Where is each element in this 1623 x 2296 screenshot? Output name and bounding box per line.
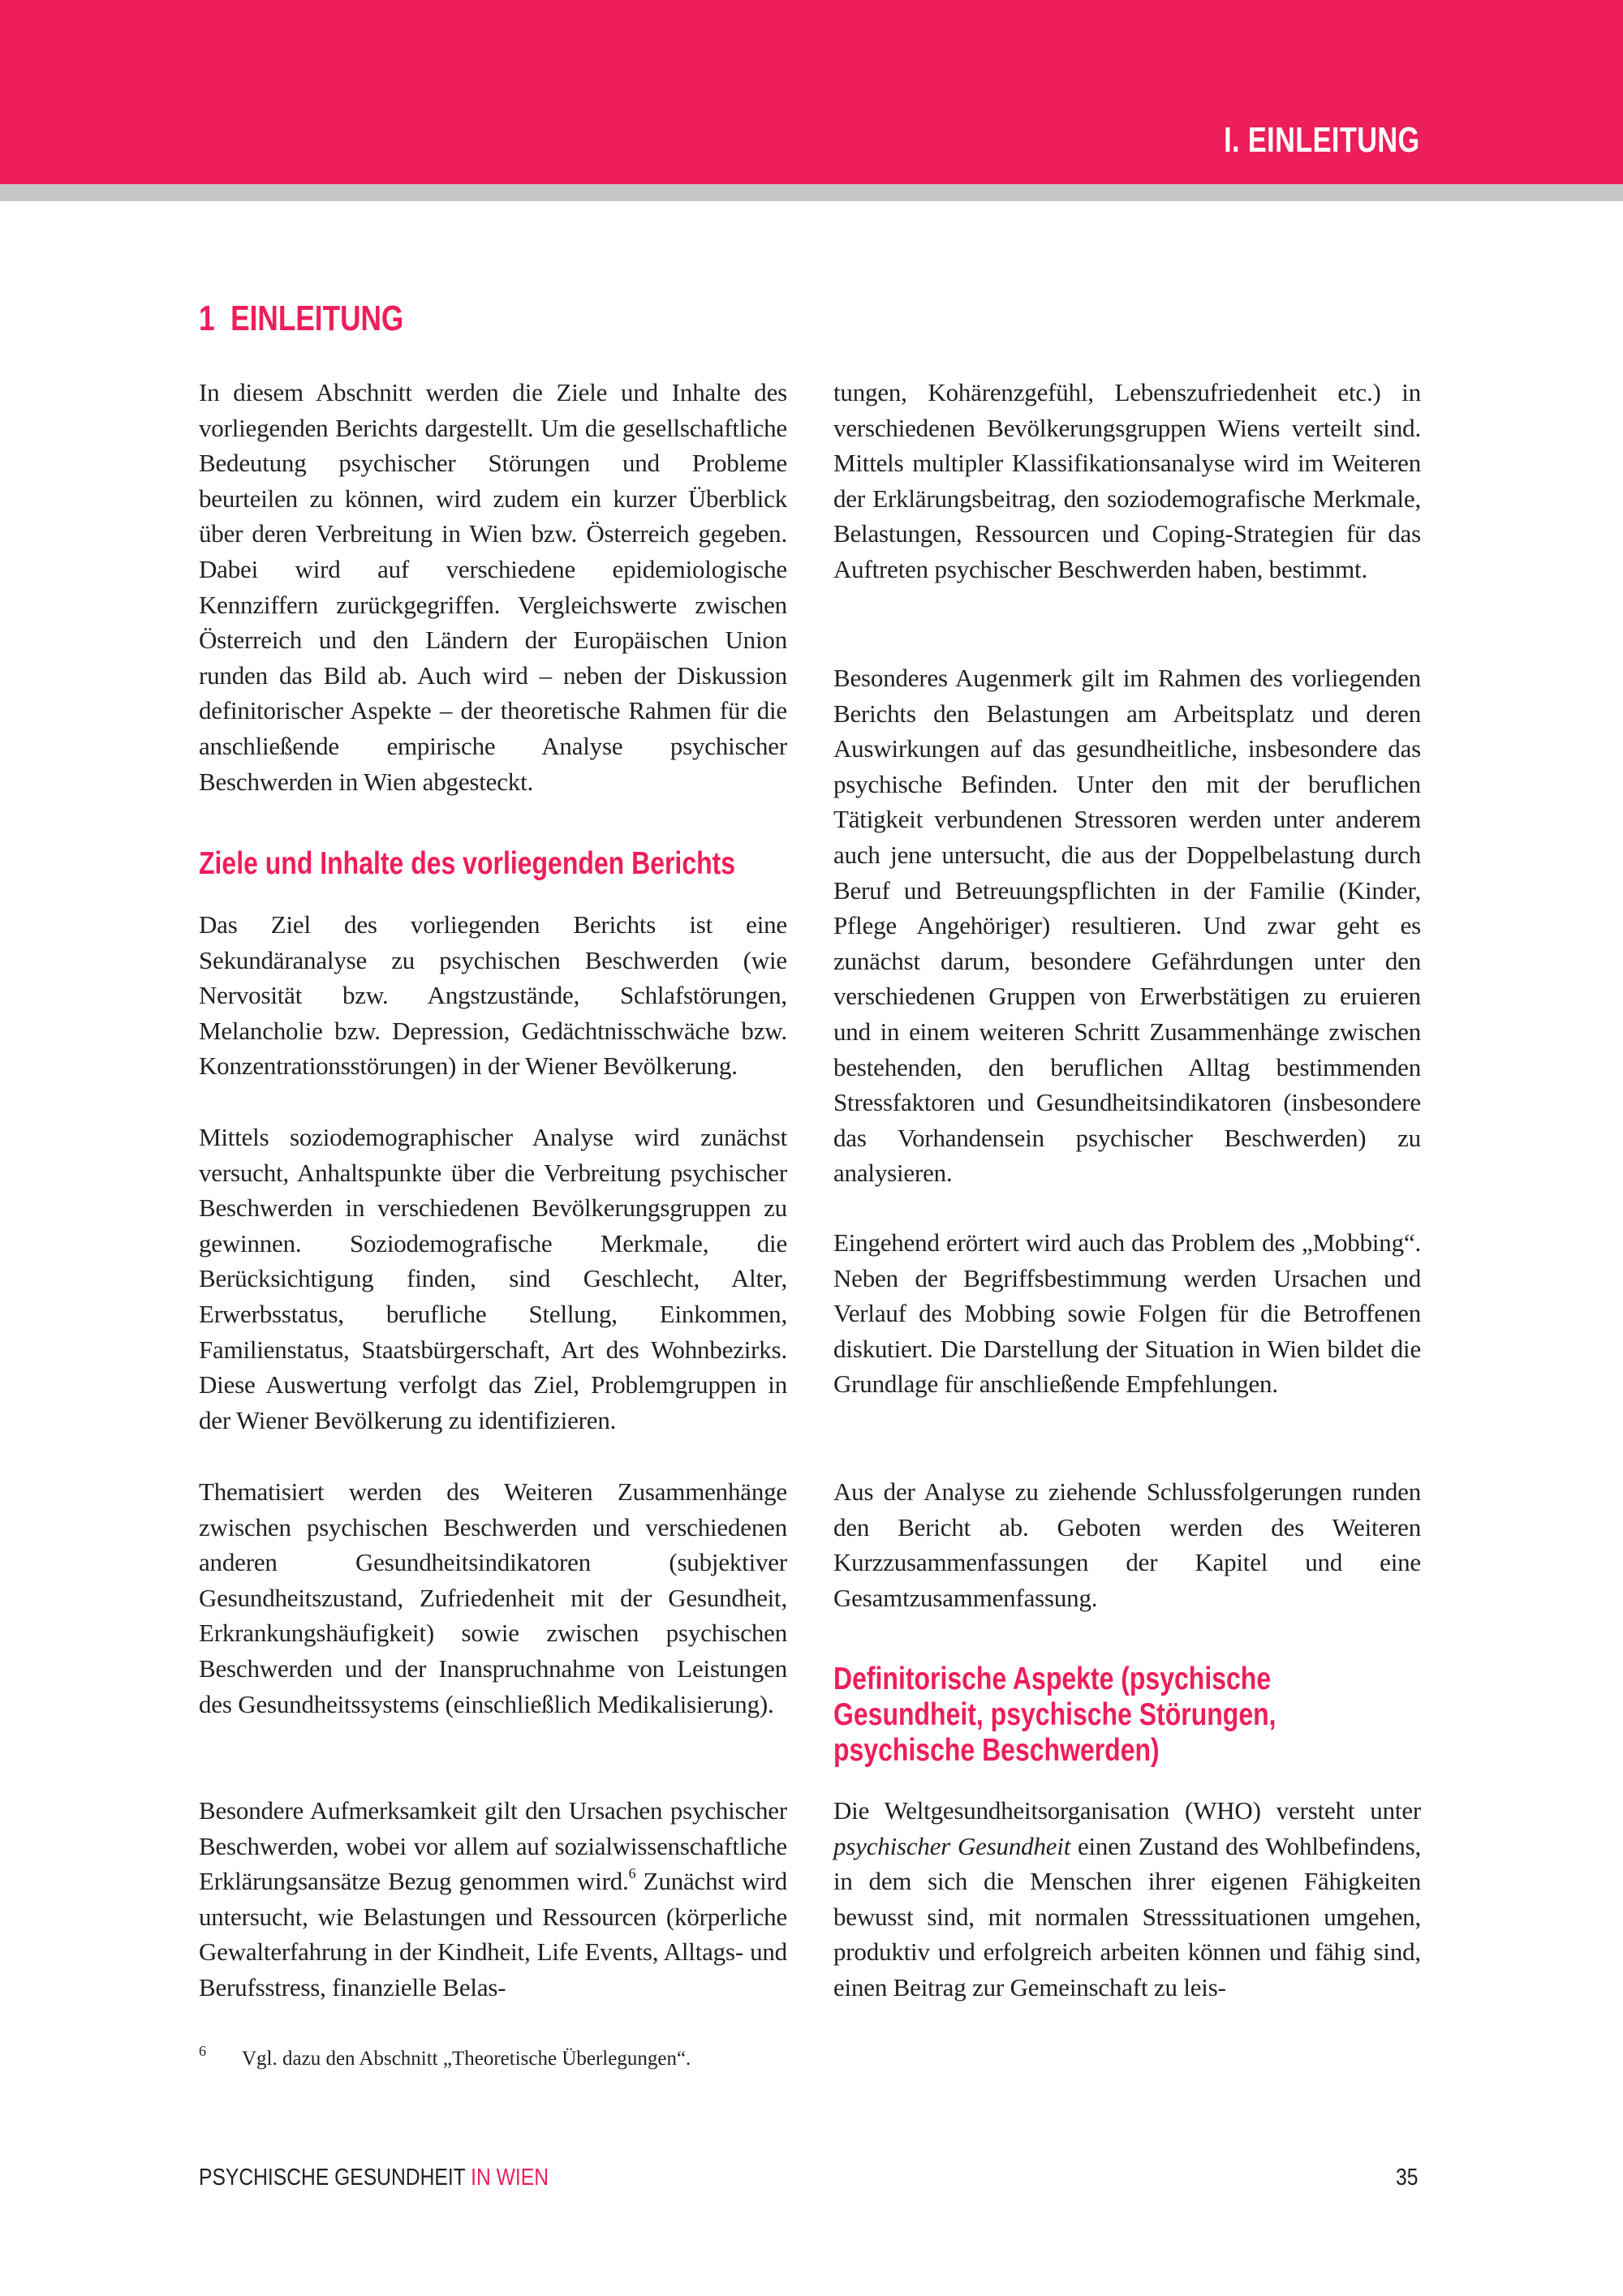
page-title: 1 EINLEITUNG [199,299,404,338]
footnote-number: 6 [199,2043,206,2059]
paragraph-causes [199,1793,787,2006]
footer-title-accent: IN WIEN [471,2165,549,2191]
paragraph-goal: Das Ziel des vorliegenden Berichts ist eine Sekundäranalyse zu psychischen Beschwerden (wie Nervosität bzw. Angstzustände, Schlafstörungen, Melancholie bzw. Depression, Gedächtnisschwäche bzw. Konzentrationsstörungen) in der Wiener Bevölkerung. [199,910,787,1081]
text: Die Weltgesundheitsorganisation (WHO) versteht unter [833,1796,1421,1825]
footnote-ref[interactable]: 6 [628,1865,636,1882]
text: Besondere Aufmerksamkeit gilt den Ursachen psychischer Beschwerden, wobei vor allem auf sozialwissenschaftliche Erklärungsansätze Bezug genommen wird. [199,1796,787,1896]
paragraph-intro: In diesem Abschnitt werden die Ziele und Inhalte des vorliegenden Berichts dargestellt. Um die gesellschaftliche Bedeutung psychischer Störungen und Probleme beurteilen zu können, wird zudem ein kurzer Überblick über deren Verbreitung in Wien bzw. Österreich gegeben. Dabei wird auf verschiedene epidemiologische Kennziffern zurückgegriffen. Vergleichswerte zwischen Österreich und den Ländern der Europäischen Union runden das Bild ab. Auch wird – neben der Diskussion definitorischer Aspekte – der theoretische Rahmen für die anschließende empirische Analyse psychischer Beschwerden in Wien abgesteckt. [199,378,787,796]
text: einen Zustand des Wohlbefindens, in dem sich die Menschen ihrer eigenen Fähigkeiten bewusst sind, mit normalen Stresssituationen umgehen, produktiv und erfolgreich arbeiten können und fähig sind, einen Beitrag zur Gemeinschaft zu leis- [833,1831,1422,2001]
paragraph-workplace: Besonderes Augenmerk gilt im Rahmen des vorliegenden Berichts den Belastungen am Arbeitsplatz und deren Auswirkungen auf das gesundheitliche, insbesondere das psychische Befinden. Unter den mit der beruflichen Tätigkeit verbundenen Stressoren werden unter anderem auch jene untersucht, die aus der Doppelbelastung durch Beruf und Betreuungspflichten in der Familie (Kinder, Pflege Angehöriger) resultieren. Und zwar geht es zunächst darum, besondere Gefährdungen unter den verschiedenen Gruppen von Erwerbstätigen zu eruieren und in einem weiteren Schritt Zusammenhänge zwischen bestehenden, den beruflichen Alltag bestimmenden Stressfaktoren und Gesundheitsindikatoren (insbesondere das Vorhandensein psychischer Beschwerden) zu analysieren. [833,664,1421,1188]
paragraph-continued: tungen, Kohärenzgefühl, Lebenszufriedenheit etc.) in verschiedenen Bevölkerungsgruppen Wiens verteilt sind. Mittels multipler Klassifikationsanalyse wird im Weiteren der Erklärungsbeitrag, den soziodemografische Merkmale, Belastungen, Ressourcen und Coping-Strategien für das Auftreten psychischer Beschwerden haben, bestimmt. [833,378,1421,583]
paragraph-mobbing: Eingehend erörtert wird auch das Problem des „Mobbing“. Neben der Begriffsbestimmung werden Ursachen und Verlauf des Mobbing sowie Folgen für die Betroffenen diskutiert. Die Darstellung der Situation in Wien bildet die Grundlage für anschließende Empfehlungen. [833,1228,1421,1399]
section-heading-definitions: Definitorische Aspekte (psychische Gesundheit, psychische Störungen, psychische Beschwerden) [833,1662,1276,1768]
paragraph-sociodemographic: Mittels soziodemographischer Analyse wird zunächst versucht, Anhaltspunkte über die Verbreitung psychischer Beschwerden in verschiedenen Bevölkerungsgruppen zu gewinnen. Soziodemografische Merkmale, die Berücksichtigung finden, sind Geschlecht, Alter, Erwerbsstatus, berufliche Stellung, Einkommen, Familienstatus, Staatsbürgerschaft, Art des Wohnbezirks. Diese Auswertung verfolgt das Ziel, Problemgruppen in der Wiener Bevölkerung zu identifizieren. [199,1123,787,1434]
paragraph-who [833,1793,1421,2006]
footnote-text: Vgl. dazu den Abschnitt „Theoretische Überlegungen“. [242,2048,691,2070]
header-divider [0,184,1623,201]
text: Zunächst wird untersucht, wie Belastungen und Ressourcen (körperliche Gewalterfahrung in der Kindheit, Life Events, Alltags- und Berufsstress, finanzielle Belas- [199,1867,787,2001]
paragraph-conclusions: Aus der Analyse zu ziehende Schlussfolgerungen runden den Bericht ab. Geboten werden des Weiteren Kurzzusammenfassungen der Kapitel und eine Gesamtzusammenfassung. [833,1477,1421,1612]
footer-title-main: PSYCHISCHE GESUNDHEIT [199,2165,466,2191]
section-heading-goals: Ziele und Inhalte des vorliegenden Berichts [199,846,736,881]
paragraph-indicators: Thematisiert werden des Weiteren Zusammenhänge zwischen psychischen Beschwerden und verschiedenen anderen Gesundheitsindikatoren (subjektiver Gesundheitszustand, Zufriedenheit mit der Gesundheit, Erkrankungshäufigkeit) sowie zwischen psychischen Beschwerden und der Inanspruchnahme von Leistungen des Gesundheitssystems (einschließlich Medikalisierung). [199,1477,787,1718]
emphasis: psychischer Gesundheit [833,1831,1071,1860]
footer-title [199,2165,549,2191]
chapter-label: I. EINLEITUNG [1224,120,1420,160]
page-number: 35 [1396,2165,1419,2191]
